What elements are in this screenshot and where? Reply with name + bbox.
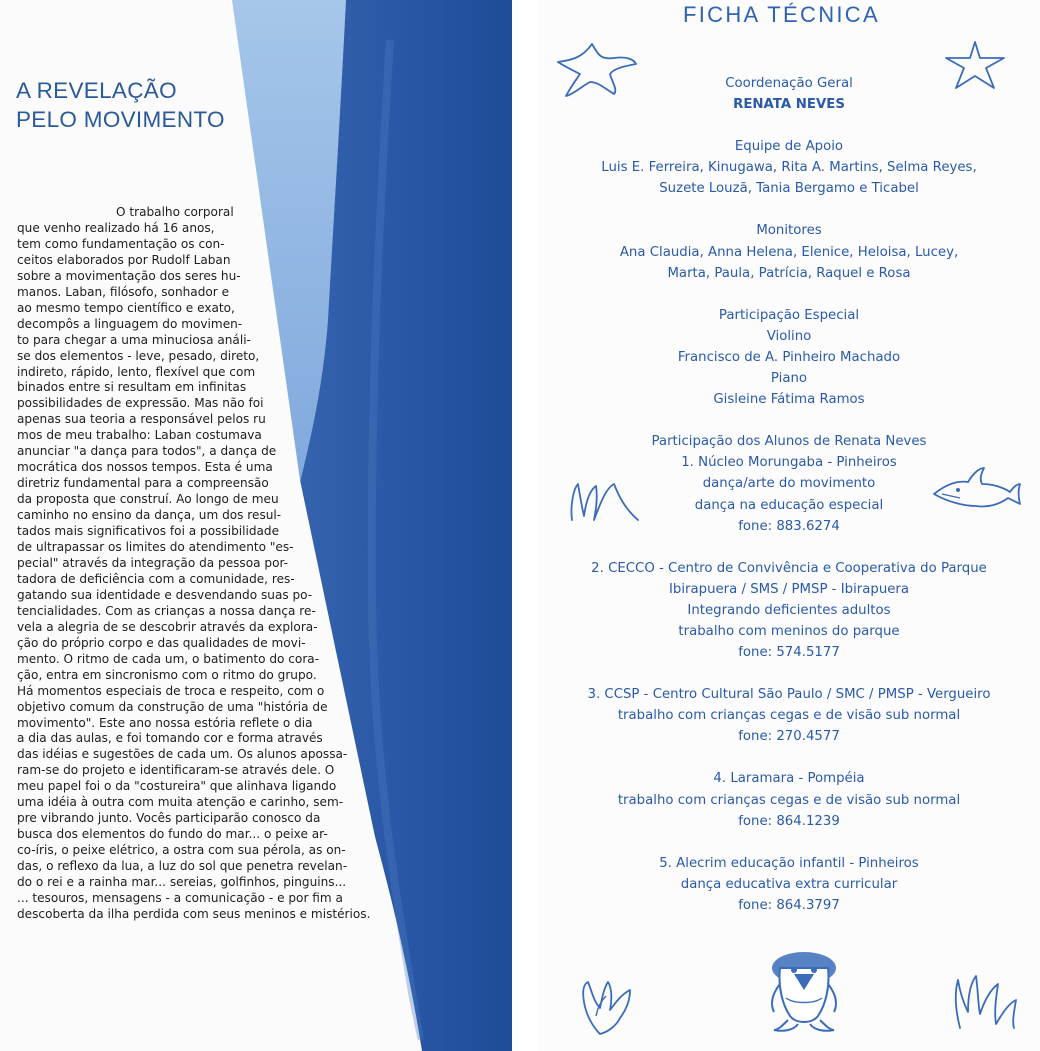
body-line: ção, entra em sincronismo com o ritmo do grupo.: [17, 667, 317, 682]
body-line: ceitos elaborados por Rudolf Laban: [17, 252, 231, 267]
credit-line: fone: 883.6274: [738, 518, 840, 534]
article-body: [17, 205, 412, 923]
title-line: PELO MOVIMENTO: [16, 107, 225, 132]
section-spacer: [538, 410, 1040, 431]
credit-line: Monitores: [756, 223, 822, 239]
credit-line: Ana Claudia, Anna Helena, Elenice, Heloisa, Lucey,: [619, 244, 959, 260]
section-spacer: [538, 199, 1040, 220]
article-title: [16, 76, 225, 134]
section-spacer: [538, 747, 1040, 768]
body-line: meu papel foi o da "costureira" que alinhava ligando: [17, 779, 337, 794]
body-line: diretriz fundamental para a compreensão: [17, 476, 269, 491]
body-line: tencialidades. Com as crianças a nossa dança re-: [17, 603, 316, 618]
credit-line: 3. CCSP - Centro Cultural São Paulo / SMC / PMSP - Vergueiro: [587, 687, 991, 703]
seaweed-drawing-icon: [566, 474, 650, 528]
body-line: manos. Laban, filósofo, sonhador e: [17, 284, 230, 299]
body-line: ram-se do projeto e identificaram-se através dele. O: [17, 763, 335, 778]
body-line: tadora de deficiência com a comunidade, res-: [17, 571, 295, 586]
body-line: gatando sua identidade e desvendando suas po-: [17, 587, 313, 602]
body-line: do o rei e a rainha mar... sereias, golfinhos, pinguins...: [17, 875, 347, 890]
body-line: das idéias e sugestões de cada um. Os alunos apossa-: [17, 747, 348, 762]
body-line: busca dos elementos do fundo do mar... o peixe ar-: [17, 827, 328, 842]
body-line: ao mesmo tempo científico e exato,: [17, 300, 235, 315]
credit-line: Piano: [770, 371, 808, 387]
credit-line: dança na educação especial: [694, 497, 884, 513]
credit-line: Coordenação Geral: [725, 76, 853, 91]
fish-drawing-icon: [930, 466, 1022, 518]
body-line: co-íris, o peixe elétrico, a ostra com sua pérola, as on-: [17, 843, 346, 858]
section-spacer: [538, 284, 1040, 305]
body-line: uma idéia à outra com muita atenção e carinho, sem-: [17, 795, 344, 810]
credit-line: dança/arte do movimento: [702, 476, 876, 492]
body-line: que venho realizado há 16 anos,: [17, 220, 215, 235]
body-line: binados entre si resultam em infinitas: [17, 380, 247, 395]
credit-line: Participação Especial: [718, 307, 860, 323]
credit-line: Marta, Paula, Patrícia, Raquel e Rosa: [667, 265, 911, 281]
body-line: anunciar "a dança para todos", a dança de: [17, 444, 277, 459]
credit-line: Equipe de Apoio: [734, 139, 844, 155]
starfish-drawing-icon: [552, 38, 640, 100]
credit-line: fone: 864.1239: [738, 813, 840, 829]
credit-line: 5. Alecrim educação infantil - Pinheiros: [659, 855, 919, 871]
body-line: Há momentos especiais de troca e respeito, com o: [17, 683, 325, 698]
title-line: A REVELAÇÃO: [16, 78, 177, 103]
body-line: caminho no ensino da dança, um dos resul-: [17, 508, 282, 523]
body-line: a dia das aulas, e foi tomando cor e forma através: [17, 731, 323, 746]
body-line: objetivo comum da construção de uma "história de: [17, 699, 328, 714]
left-page: [0, 0, 512, 1051]
body-line: movimento". Este ano nossa estória reflete o dia: [17, 715, 313, 730]
credit-line: 1. Núcleo Morungaba - Pinheiros: [681, 455, 897, 471]
body-line: possibilidades de expressão. Mas não foi: [17, 396, 264, 411]
star-drawing-icon: [942, 38, 1008, 94]
section-spacer: [538, 832, 1040, 853]
credits-title: FICHA TÉCNICA: [683, 2, 880, 27]
credit-line: dança educativa extra curricular: [680, 876, 898, 892]
credit-line: trabalho com meninos do parque: [678, 623, 900, 639]
body-line: mos de meu trabalho: Laban costumava: [17, 428, 262, 443]
credit-line: trabalho com crianças cegas e de visão sub normal: [617, 708, 961, 724]
body-line: ção do próprio corpo e das qualidades de movi-: [17, 635, 306, 650]
credit-line: Luis E. Ferreira, Kinugawa, Rita A. Martins, Selma Reyes,: [601, 160, 977, 176]
credit-line: 4. Laramara - Pompéia: [713, 771, 865, 787]
body-line: da proposta que construí. Ao longo de meu: [17, 492, 279, 507]
credit-line: Gisleine Fátima Ramos: [713, 392, 865, 408]
body-line: de ultrapassar os limites do atendimento "es-: [17, 540, 294, 555]
page-gutter: [512, 0, 538, 1051]
credit-line: fone: 574.5177: [738, 645, 840, 661]
credit-line: Suzete Louzã, Tania Bergamo e Ticabel: [659, 181, 919, 197]
credit-line: Violino: [766, 328, 812, 344]
body-line: indireto, rápido, lento, flexível que com: [17, 364, 256, 379]
credit-line: Integrando deficientes adultos: [687, 602, 891, 618]
body-line: se dos elementos - leve, pesado, direto,: [17, 348, 260, 363]
body-line: to para chegar a uma minuciosa análi-: [17, 332, 251, 347]
credit-line: fone: 864.3797: [738, 897, 840, 913]
seaweed-drawing-icon: [950, 968, 1022, 1032]
body-line: sobre a movimentação dos seres hu-: [17, 268, 241, 283]
section-spacer: [538, 115, 1040, 136]
body-line: tados mais significativos foi a possibilidade: [17, 524, 280, 539]
body-line: pre vibrando junto. Vocês participarão conosco da: [17, 811, 321, 826]
body-line: tem como fundamentação os con-: [17, 236, 225, 251]
credit-line: 2. CECCO - Centro de Convivência e Cooperativa do Parque: [591, 560, 987, 576]
body-line: apenas sua teoria a responsável pelos ru: [17, 412, 266, 427]
credit-line: RENATA NEVES: [733, 97, 845, 113]
body-line: decompôs a linguagem do movimen-: [17, 316, 243, 331]
body-line: O trabalho corporal: [116, 205, 234, 219]
credit-line: Ibirapuera / SMS / PMSP - Ibirapuera: [668, 581, 910, 597]
body-line: mocrática dos nossos tempos. Esta é uma: [17, 460, 273, 475]
credit-line: Francisco de A. Pinheiro Machado: [677, 349, 901, 365]
body-line: ... tesouros, mensagens - a comunicação - e por fim a: [17, 890, 343, 905]
credit-line: fone: 270.4577: [738, 729, 840, 745]
body-line: vela a alegria de se descobrir através da explora-: [17, 619, 318, 634]
body-line: pecial" através da integração da pessoa por-: [17, 555, 289, 570]
body-line: descoberta da ilha perdida com seus meninos e mistérios.: [17, 906, 371, 921]
coral-drawing-icon: [578, 976, 636, 1038]
body-line: das, o reflexo da lua, a luz do sol que penetra revelan-: [17, 859, 348, 874]
section-spacer: [538, 663, 1040, 684]
credit-line: trabalho com crianças cegas e de visão sub normal: [617, 792, 961, 808]
right-page: [538, 0, 1040, 1051]
penguin-drawing-icon: [764, 946, 844, 1034]
credit-line: Participação dos Alunos de Renata Neves: [651, 434, 927, 450]
body-line: mento. O ritmo de cada um, o batimento do cora-: [17, 651, 320, 666]
section-spacer: [538, 537, 1040, 558]
